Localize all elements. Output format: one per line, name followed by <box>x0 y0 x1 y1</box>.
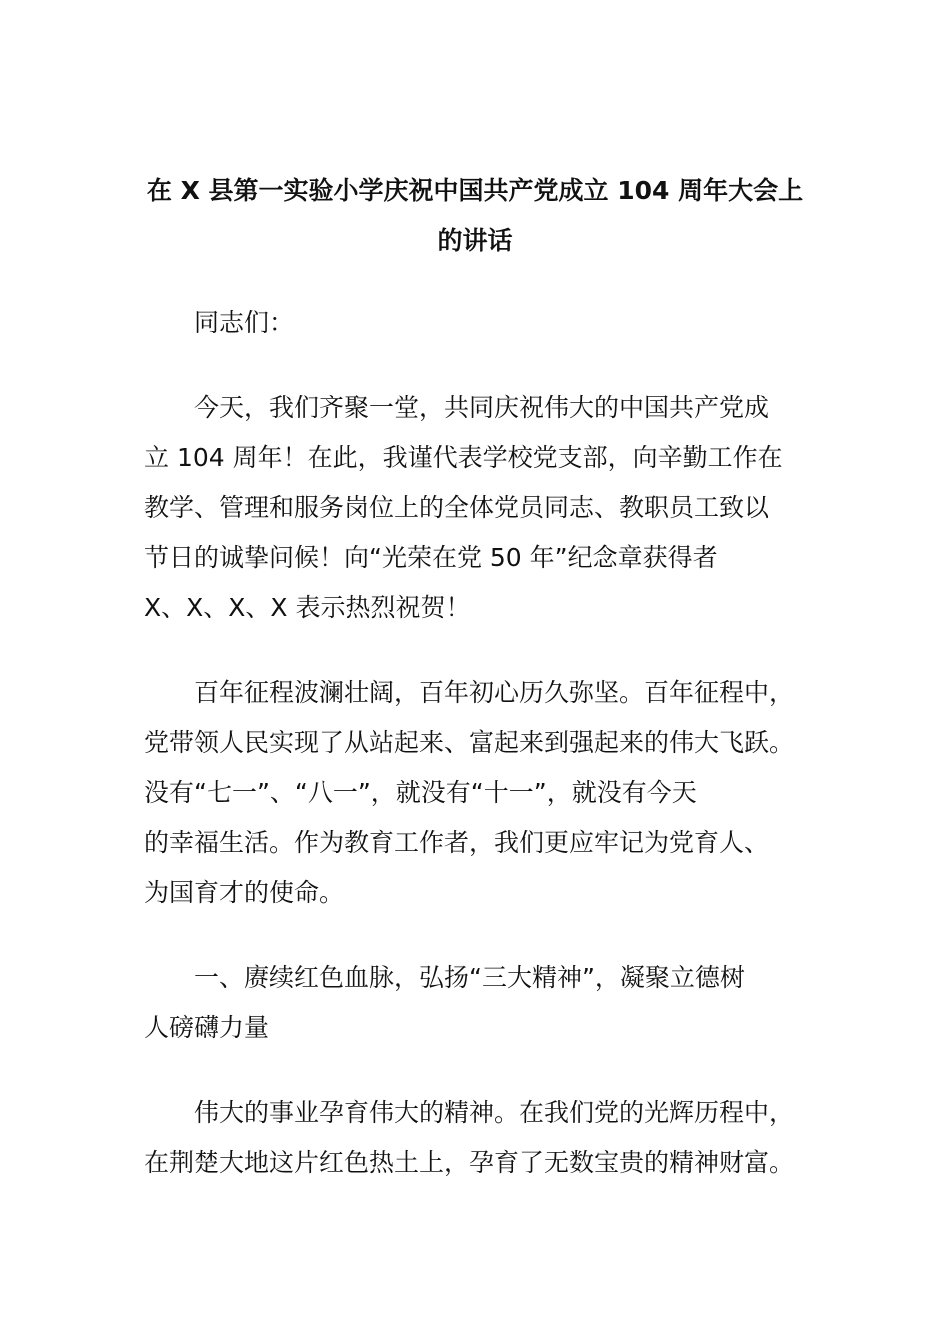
paragraph-line: 伟大的事业孕育伟大的精神。在我们党的光辉历程中， <box>194 1098 795 1127</box>
paragraph-3 <box>144 1088 806 1188</box>
title-line-2: 的讲话 <box>437 226 513 255</box>
section-heading-line: 一、赓续红色血脉，弘扬“三大精神”，凝聚立德树 <box>194 963 745 992</box>
greeting-text: 同志们： <box>194 308 295 337</box>
paragraph-line: 为国育才的使命。 <box>144 878 345 907</box>
paragraph-line: 教学、管理和服务岗位上的全体党员同志、教职员工致以 <box>144 493 770 522</box>
paragraph-2 <box>144 668 806 918</box>
paragraph-line: 百年征程波澜壮阔，百年初心历久弥坚。百年征程中， <box>194 678 795 707</box>
section-heading-line: 人磅礴力量 <box>144 1013 270 1042</box>
paragraph-line: X、X、X、X 表示热烈祝贺！ <box>144 593 471 622</box>
paragraph-line: 没有“七一”、“八一”，就没有“十一”，就没有今天 <box>144 778 697 807</box>
paragraph-line: 在荆楚大地这片红色热土上，孕育了无数宝贵的精神财富。 <box>144 1148 795 1177</box>
section-heading-1 <box>144 953 806 1053</box>
paragraph-line: 的幸福生活。作为教育工作者，我们更应牢记为党育人、 <box>144 828 770 857</box>
document-title <box>144 166 806 266</box>
paragraph-1 <box>144 383 806 633</box>
greeting <box>144 298 806 348</box>
paragraph-line: 节日的诚挚问候！向“光荣在党 50 年”纪念章获得者 <box>144 543 718 572</box>
title-line-1: 在 X 县第一实验小学庆祝中国共产党成立 104 周年大会上 <box>146 176 804 205</box>
paragraph-line: 今天，我们齐聚一堂，共同庆祝伟大的中国共产党成 <box>194 393 770 422</box>
paragraph-line: 党带领人民实现了从站起来、富起来到强起来的伟大飞跃。 <box>144 728 795 757</box>
paragraph-line: 立 104 周年！在此，我谨代表学校党支部，向辛勤工作在 <box>144 443 783 472</box>
